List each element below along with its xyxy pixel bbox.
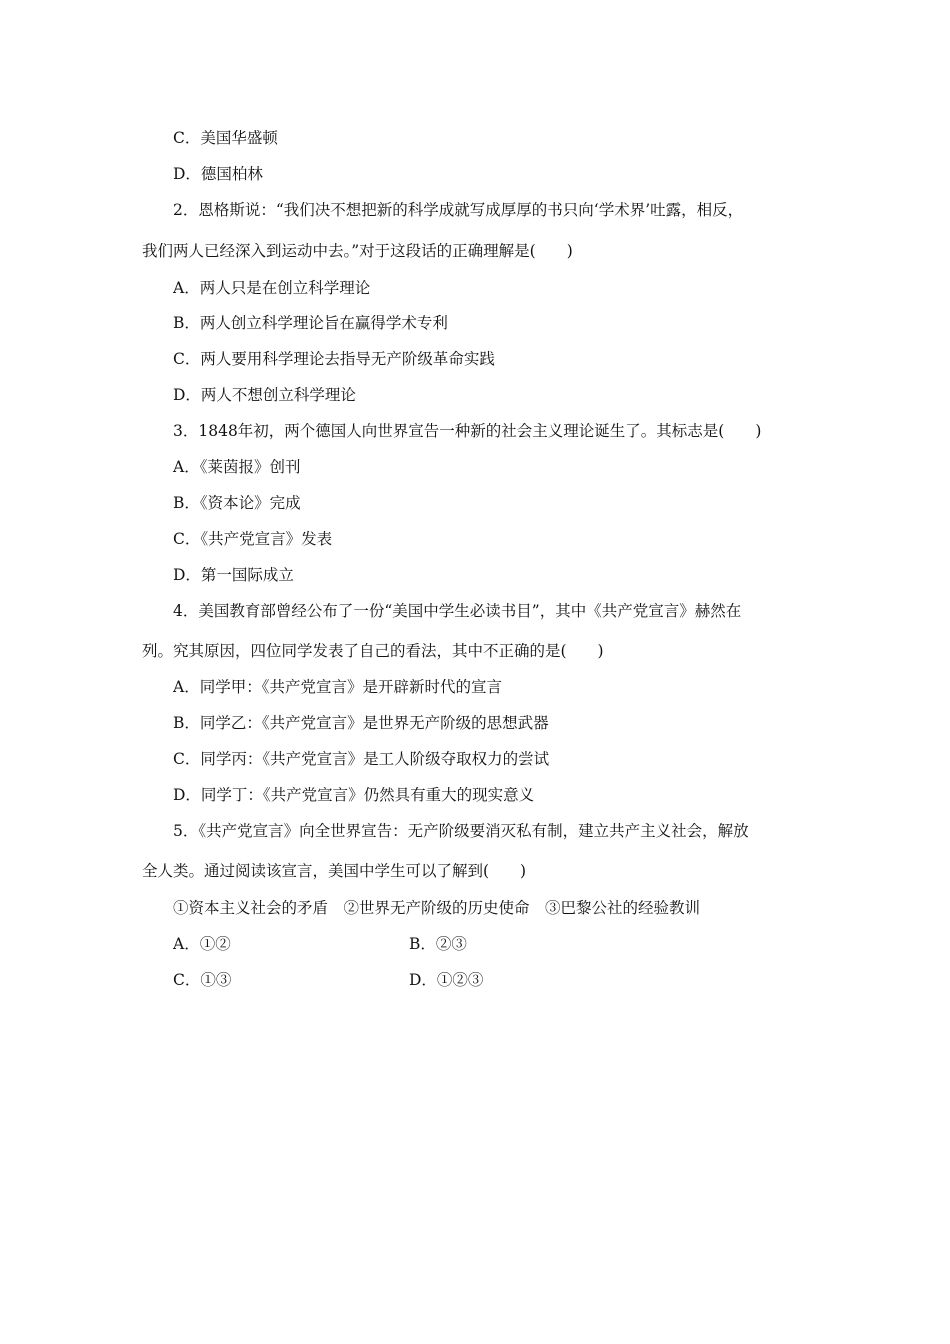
q3-option-a: A．《莱茵报》创刊 [173, 458, 301, 476]
q3-option-d: D．第一国际成立 [173, 566, 294, 584]
q2-stem: 2．恩格斯说：“我们决不想把新的科学成就写成厚厚的书只向‘学术界’吐露，相反， [173, 201, 744, 219]
q2-option-b: B．两人创立科学理论旨在赢得学术专利 [173, 314, 448, 332]
q4-option-b: B．同学乙：《共产党宣言》是世界无产阶级的思想武器 [173, 714, 549, 732]
q4-stem-continued: 列。究其原因，四位同学发表了自己的看法，其中不正确的是( ) [142, 642, 604, 660]
q5-option-b: B．②③ [409, 935, 467, 953]
q5-option-d: D．①②③ [409, 971, 484, 989]
q1-option-d: D．德国柏林 [173, 165, 263, 183]
q2-option-a: A．两人只是在创立科学理论 [173, 279, 371, 297]
q4-option-d: D．同学丁：《共产党宣言》仍然具有重大的现实意义 [173, 786, 535, 804]
q5-items: ①资本主义社会的矛盾 ②世界无产阶级的历史使命 ③巴黎公社的经验教训 [173, 899, 701, 917]
q5-stem: 5．《共产党宣言》向全世界宣告：无产阶级要消灭私有制，建立共产主义社会，解放 [173, 822, 749, 840]
q2-option-d: D．两人不想创立科学理论 [173, 386, 356, 404]
q5-option-a: A．①② [173, 935, 231, 953]
q4-stem: 4．美国教育部曾经公布了一份“美国中学生必读书目”，其中《共产党宣言》赫然在 [173, 602, 742, 620]
q1-option-c: C．美国华盛顿 [173, 129, 278, 147]
q2-option-c: C．两人要用科学理论去指导无产阶级革命实践 [173, 350, 495, 368]
q3-option-b: B．《资本论》完成 [173, 494, 301, 512]
q5-option-c: C．①③ [173, 971, 232, 989]
q4-option-c: C．同学丙：《共产党宣言》是工人阶级夺取权力的尝试 [173, 750, 550, 768]
q5-stem-continued: 全人类。通过阅读该宣言，美国中学生可以了解到( ) [142, 862, 527, 880]
q4-option-a: A．同学甲：《共产党宣言》是开辟新时代的宣言 [173, 678, 502, 696]
q3-option-c: C．《共产党宣言》发表 [173, 530, 333, 548]
q2-stem-continued: 我们两人已经深入到运动中去。”对于这段话的正确理解是( ) [142, 242, 573, 260]
q3-stem: 3．1848年初，两个德国人向世界宣告一种新的社会主义理论诞生了。其标志是( ) [173, 422, 762, 440]
